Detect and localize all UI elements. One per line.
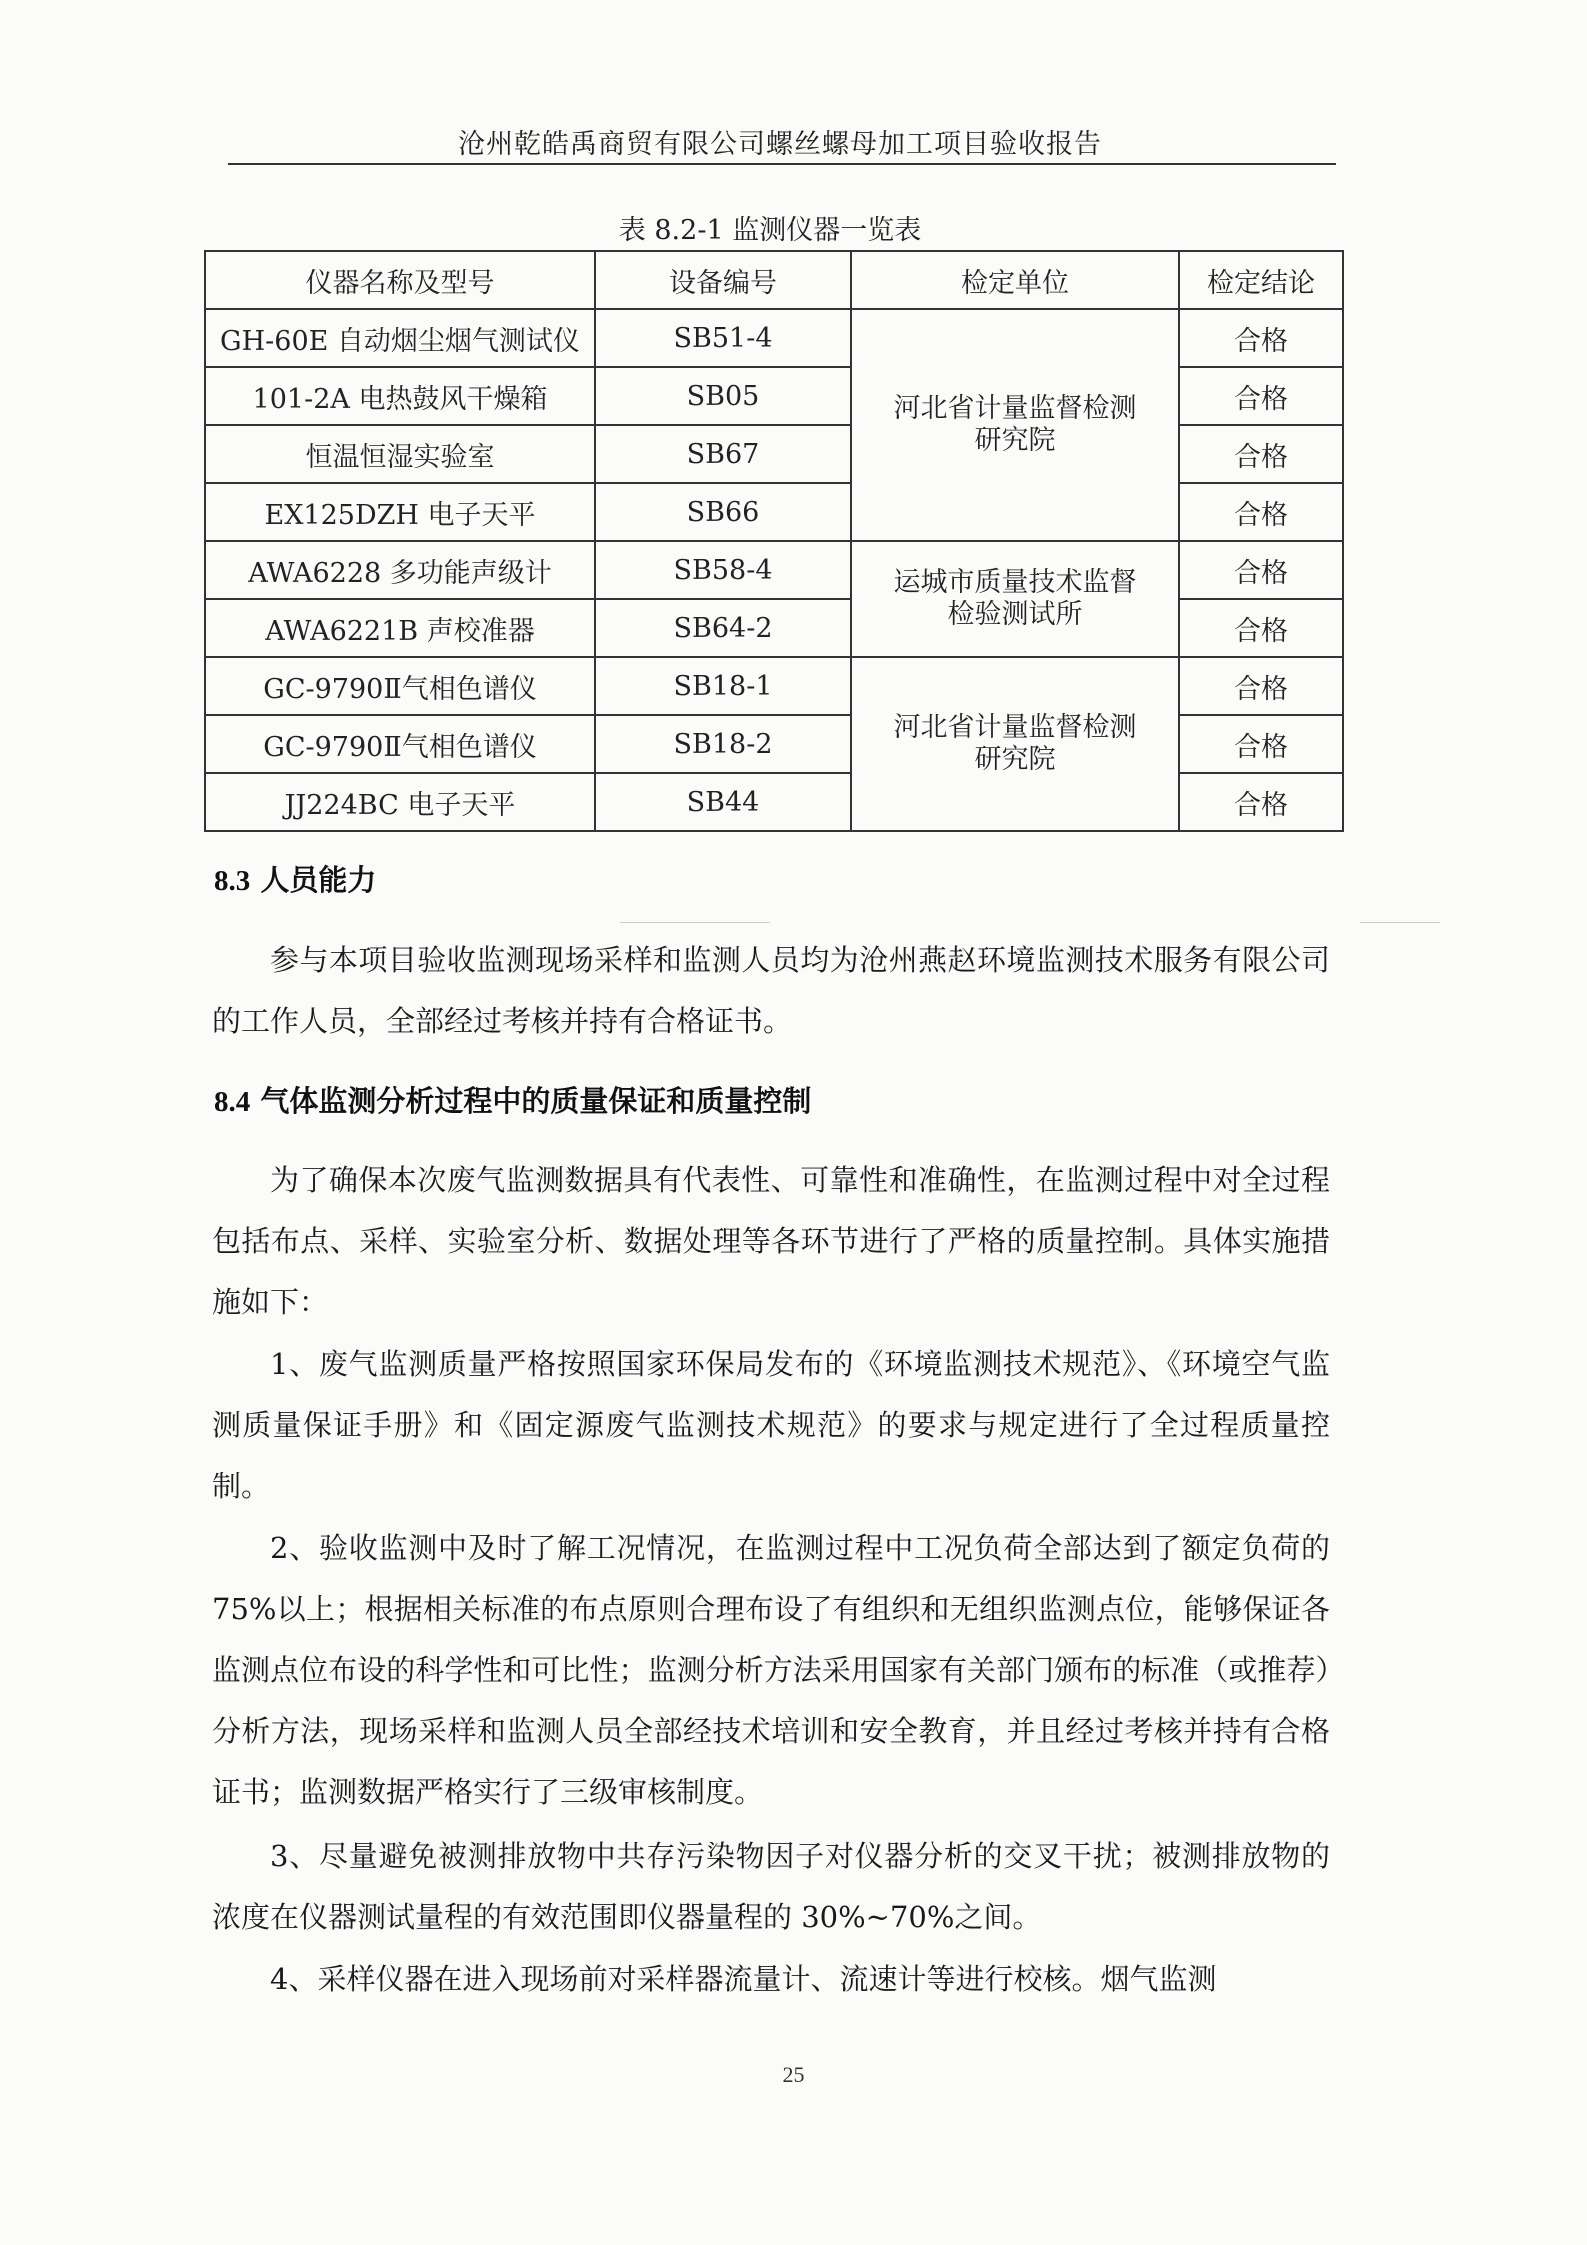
report-header-title: 沧州乾皓禹商贸有限公司螺丝螺母加工项目验收报告 xyxy=(458,129,1102,160)
verification-result: 合格 xyxy=(1179,309,1343,367)
verification-unit xyxy=(851,657,1179,831)
table-header-row xyxy=(205,251,1343,309)
verification-unit-line2: 研究院 xyxy=(974,425,1056,456)
verification-result: 合格 xyxy=(1179,715,1343,773)
section-number: 8.4 xyxy=(214,1086,251,1118)
device-code: SB05 xyxy=(595,367,851,425)
instrument-table xyxy=(204,250,1344,832)
device-code: SB67 xyxy=(595,425,851,483)
table-caption: 表 8.2-1 监测仪器一览表 xyxy=(618,215,922,246)
scan-artifact-line xyxy=(620,922,770,923)
verification-unit-line2: 检验测试所 xyxy=(947,599,1083,630)
device-code: SB44 xyxy=(595,773,851,831)
verification-unit xyxy=(851,541,1179,657)
section-8-4-heading xyxy=(214,1079,811,1120)
device-code: SB18-1 xyxy=(595,657,851,715)
verification-unit xyxy=(851,309,1179,541)
device-code: SB18-2 xyxy=(595,715,851,773)
verification-result: 合格 xyxy=(1179,657,1343,715)
instrument-name: 101-2A 电热鼓风干燥箱 xyxy=(205,367,595,425)
column-header-result: 检定结论 xyxy=(1179,251,1343,309)
verification-unit-line1: 河北省计量监督检测 xyxy=(893,393,1137,424)
instrument-name: GC-9790Ⅱ气相色谱仪 xyxy=(205,715,595,773)
instrument-name: GH-60E 自动烟尘烟气测试仪 xyxy=(205,309,595,367)
section-number: 8.3 xyxy=(214,865,251,897)
section-8-4-intro: 为了确保本次废气监测数据具有代表性、可靠性和准确性，在监测过程中对全过程包括布点、采样、实验室分析、数据处理等各环节进行了严格的质量控制。具体实施措施如下： xyxy=(212,1163,1330,1319)
verification-unit-line1: 河北省计量监督检测 xyxy=(893,712,1137,743)
scan-artifact-line xyxy=(1360,922,1440,923)
quality-measure-4: 4、采样仪器在进入现场前对采样器流量计、流速计等进行校核。烟气监测 xyxy=(270,1962,1217,1996)
header-rule xyxy=(228,163,1336,165)
column-header-code: 设备编号 xyxy=(595,251,851,309)
instrument-name: EX125DZH 电子天平 xyxy=(205,483,595,541)
table-row xyxy=(205,541,1343,599)
table-row xyxy=(205,657,1343,715)
page-number: 25 xyxy=(782,2062,805,2087)
device-code: SB66 xyxy=(595,483,851,541)
instrument-name: JJ224BC 电子天平 xyxy=(205,773,595,831)
device-code: SB51-4 xyxy=(595,309,851,367)
quality-measure-2: 2、验收监测中及时了解工况情况，在监测过程中工况负荷全部达到了额定负荷的 75%以上；根据相关标准的布点原则合理布设了有组织和无组织监测点位，能够保证各监测点位布设的科学性和可比性；监测分析方法采用国家有关部门颁布的标准（或推荐）分析方法，现场采样和监测人员全部经技术培训和安全教育，并且经过考核并持有合格证书；监测数据严格实行了三级审核制度。 xyxy=(212,1531,1330,1809)
verification-result: 合格 xyxy=(1179,599,1343,657)
section-8-3-heading xyxy=(214,858,376,899)
instrument-name: AWA6228 多功能声级计 xyxy=(205,541,595,599)
device-code: SB58-4 xyxy=(595,541,851,599)
table-row xyxy=(205,309,1343,367)
verification-result: 合格 xyxy=(1179,367,1343,425)
quality-measure-1: 1、废气监测质量严格按照国家环保局发布的《环境监测技术规范》、《环境空气监测质量保证手册》和《固定源废气监测技术规范》的要求与规定进行了全过程质量控制。 xyxy=(212,1347,1330,1503)
verification-result: 合格 xyxy=(1179,773,1343,831)
instrument-name: 恒温恒湿实验室 xyxy=(205,425,595,483)
instrument-name: AWA6221B 声校准器 xyxy=(205,599,595,657)
column-header-name: 仪器名称及型号 xyxy=(205,251,595,309)
verification-unit-line1: 运城市质量技术监督 xyxy=(893,567,1137,598)
verification-unit-line2: 研究院 xyxy=(974,744,1056,775)
device-code: SB64-2 xyxy=(595,599,851,657)
verification-result: 合格 xyxy=(1179,541,1343,599)
column-header-unit: 检定单位 xyxy=(851,251,1179,309)
section-title: 人员能力 xyxy=(260,863,377,897)
quality-measure-3: 3、尽量避免被测排放物中共存污染物因子对仪器分析的交叉干扰；被测排放物的浓度在仪器测试量程的有效范围即仪器量程的 30%~70%之间。 xyxy=(212,1839,1330,1934)
instrument-name: GC-9790Ⅱ气相色谱仪 xyxy=(205,657,595,715)
verification-result: 合格 xyxy=(1179,483,1343,541)
section-8-3-paragraph: 参与本项目验收监测现场采样和监测人员均为沧州燕赵环境监测技术服务有限公司的工作人员，全部经过考核并持有合格证书。 xyxy=(212,943,1330,1038)
section-title: 气体监测分析过程中的质量保证和质量控制 xyxy=(260,1084,812,1118)
verification-result: 合格 xyxy=(1179,425,1343,483)
